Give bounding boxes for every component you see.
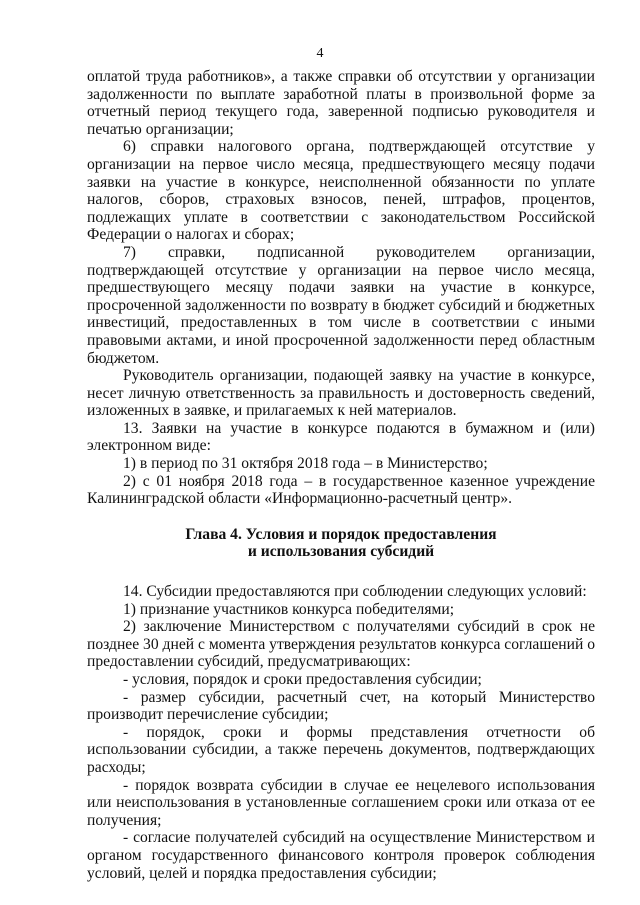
paragraph: оплатой труда работников», а также справки об отсутствии у организации задолженности по выплате заработной платы в произвольной форме за отчетный период текущего года, заверенной подписью руководителя и печатью организации;: [87, 68, 595, 138]
chapter-heading-line1: Глава 4. Условия и порядок предоставления: [185, 525, 497, 543]
paragraphs-after: [87, 583, 595, 882]
page-number: 4: [316, 46, 324, 61]
paragraph: 1) признание участников конкурса победителями;: [123, 600, 455, 618]
paragraph: - порядок, сроки и формы представления отчетности об использовании субсидии, а также перечень документов, подтверждающих расходы;: [87, 723, 595, 776]
chapter-heading-line2: и использования субсидий: [247, 543, 435, 561]
paragraph: Руководитель организации, подающей заявку на участие в конкурсе, несет личную ответственность за правильность и достоверность сведений, изложенных в заявке, и прилагаемых к ней материалов.: [87, 367, 595, 420]
paragraph: 2) заключение Министерством с получателями субсидий в срок не позднее 30 дней с момента утверждения результатов конкурса соглашений о предоставлении субсидий, предусматривающих:: [87, 618, 595, 671]
document-body: [87, 68, 595, 882]
chapter-heading: [87, 526, 595, 561]
paragraph: 13. Заявки на участие в конкурсе подаются в бумажном и (или) электронном виде:: [87, 419, 595, 455]
paragraph: - порядок возврата субсидии в случае ее нецелевого использования или неиспользования в установленные соглашением сроки или отказа от ее получения;: [87, 776, 595, 829]
paragraph: - согласие получателей субсидий на осуществление Министерством и органом государственного финансового контроля проверок соблюдения условий, целей и порядка предоставления субсидии;: [87, 829, 595, 882]
paragraph: - условия, порядок и сроки предоставления субсидии;: [123, 671, 482, 688]
paragraph: - размер субсидии, расчетный счет, на который Министерство производит перечисление субсидии;: [87, 688, 595, 724]
paragraph: 2) с 01 ноября 2018 года – в государственное казенное учреждение Калининградской области «Информационно-расчетный центр».: [87, 472, 595, 508]
paragraph: 6) справки налогового органа, подтверждающей отсутствие у организации на первое число месяца, предшествующего месяцу подачи заявки на участие в конкурсе, неисполненной обязанности по уплате налогов, сборов, страховых взносов, пеней, штрафов, процентов, подлежащих уплате в соответствии с законодательством Российской Федерации о налогах и сборах;: [87, 138, 595, 244]
paragraph: 1) в период по 31 октября 2018 года – в Министерство;: [123, 455, 488, 473]
paragraph: 7) справки, подписанной руководителем организации, подтверждающей отсутствие у организации на первое число месяца, предшествующего месяцу подачи заявки на участие в конкурсе, просроченной задолженности по возврату в бюджет субсидий и бюджетных инвестиций, предоставленных в том числе в соответствии с иными правовыми актами, и иной просроченной задолженности перед областным бюджетом.: [87, 243, 595, 367]
paragraphs-before: [87, 68, 595, 508]
paragraph: 14. Субсидии предоставляются при соблюдении следующих условий:: [123, 583, 587, 601]
